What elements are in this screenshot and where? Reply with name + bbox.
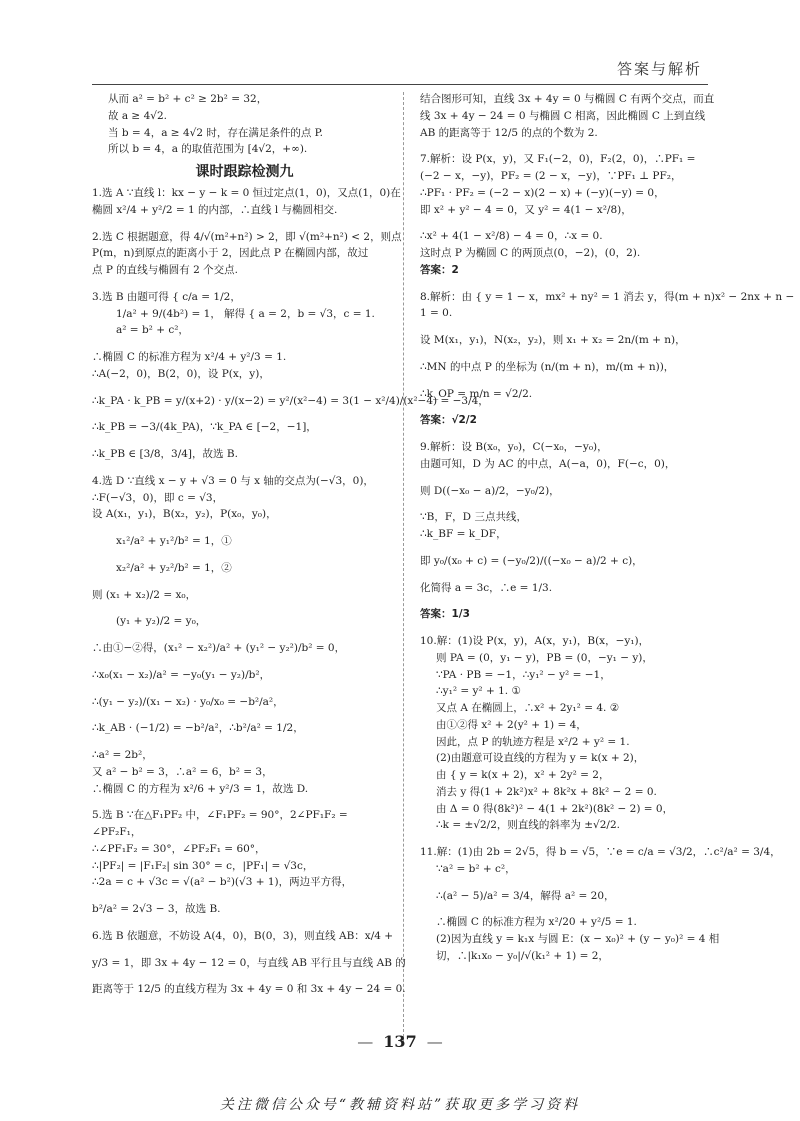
text-line: 结合图形可知，直线 3x + 4y = 0 与椭圆 C 有两个交点，而直 — [420, 93, 715, 105]
question-7 — [420, 152, 725, 278]
text-line: ∴∠PF₁F₂ = 30°，∠PF₂F₁ = 60°， — [92, 842, 266, 855]
text-line: ∴F(−√3，0)，即 c = √3， — [92, 491, 224, 504]
answer-line: 答案：√2/2 — [420, 414, 477, 427]
text-line: 又 a² − b² = 3，∴a² = 6，b² = 3， — [92, 765, 273, 778]
text-line: ∴k_AB · (−1/2) = −b²/a²，∴b²/a² = 1/2， — [92, 722, 304, 735]
question-6-continued — [420, 92, 725, 141]
text-line: ∴x² + 4(1 − x²/8) − 4 = 0，∴x = 0. — [420, 230, 603, 243]
text-line: ∴椭圆 C 的标准方程为 x²/20 + y²/5 = 1. — [436, 916, 637, 929]
text-line: ∵B，F，D 三点共线， — [420, 511, 527, 524]
text-line: 切，∴|k₁x₀ − y₀|/√(k₁² + 1) = 2， — [436, 949, 609, 962]
intro-block — [92, 92, 397, 158]
question-9 — [420, 440, 725, 623]
text-line: 消去 y 得(1 + 2k²)x² + 8k²x + 8k² − 2 = 0. — [436, 785, 657, 798]
text-line: 椭圆 x²/4 + y²/2 = 1 的内部，∴直线 l 与椭圆相交. — [92, 203, 338, 216]
section-title: 课时跟踪检测九 — [195, 164, 294, 180]
text-line: ∴y₁² = y² + 1. ① — [436, 685, 521, 698]
text-line: 6.选 B 依题意，不妨设 A(4，0)，B(0，3)，则直线 AB：x/4 + — [92, 929, 394, 942]
footer-note: 关注微信公众号“教辅资料站”获取更多学习资料 — [219, 1097, 581, 1113]
text-line: ∴(a² − 5)/a² = 3/4，解得 a² = 20， — [436, 889, 615, 902]
question-10 — [420, 634, 725, 834]
text-line: 当 b = 4，a ≥ 4√2 时，存在满足条件的点 P. — [108, 126, 323, 139]
text-line: 则 D((−x₀ − a)/2，−y₀/2)， — [420, 484, 560, 497]
text-line: 5.选 B ∵在△F₁PF₂ 中，∠F₁PF₂ = 90°，2∠PF₁F₂ = — [92, 809, 348, 822]
text-line: 设 M(x₁，y₁)，N(x₂，y₂)，则 x₁ + x₂ = 2n/(m + n)， — [420, 334, 686, 346]
text-line: 4.选 D ∵直线 x − y + √3 = 0 与 x 轴的交点为(−√3，0)， — [92, 474, 374, 487]
text-line: 3.选 B 由题可得 { c/a = 1/2， — [92, 290, 241, 303]
text-line: 故 a ≥ 4√2. — [108, 109, 167, 122]
page-number: — 137 — — [357, 1032, 443, 1051]
text-line: b²/a² = 2√3 − 3，故选 B. — [92, 903, 221, 915]
text-line: ∴A(−2，0)，B(2，0)，设 P(x，y)， — [92, 367, 270, 380]
text-line: x₂²/a² + y₂²/b² = 1，② — [116, 561, 232, 574]
right-column — [420, 92, 795, 966]
text-line: (−2 − x，−y)，PF₂ = (2 − x，−y)，∵PF₁ ⊥ PF₂， — [420, 170, 682, 182]
text-line: 则 (x₁ + x₂)/2 = x₀， — [92, 588, 197, 601]
text-line: 7.解析：设 P(x，y)，又 F₁(−2，0)，F₂(2，0)，∴PF₁ = — [420, 153, 696, 166]
page-number-value: 137 — [383, 1032, 417, 1051]
text-line: 由题可知，D 为 AC 的中点，A(−a，0)，F(−c，0)， — [420, 457, 676, 470]
column-divider — [403, 92, 404, 1042]
text-line: 1/a² + 9/(4b²) = 1， 解得 { a = 2，b = √3，c = 1. — [116, 307, 375, 320]
header-title: 答案与解析 — [616, 60, 702, 78]
text-line: 因此，点 P 的轨迹方程是 x²/2 + y² = 1. — [436, 735, 630, 748]
text-line: ∴由①−②得，(x₁² − x₂²)/a² + (y₁² − y₂²)/b² = 0， — [92, 642, 346, 654]
text-line: ∴a² = 2b²， — [92, 749, 153, 761]
text-line: 由 Δ = 0 得(8k²)² − 4(1 + 2k²)(8k² − 2) = 0， — [436, 802, 674, 815]
text-line: ∴k = ±√2/2，则直线的斜率为 ±√2/2. — [436, 819, 620, 832]
text-line: 所以 b = 4，a 的取值范围为 [4√2，+∞). — [108, 143, 308, 156]
text-line: (y₁ + y₂)/2 = y₀， — [116, 615, 207, 628]
text-line: 1.选 A ∵直线 l：kx − y − k = 0 恒过定点(1，0)，又点(1，0)在 — [92, 187, 401, 199]
text-line: P(m，n)到原点的距离小于 2，因此点 P 在椭圆内部，故过 — [92, 247, 369, 260]
question-5 — [92, 808, 397, 918]
question-4 — [92, 474, 397, 798]
text-line: ∵PA · PB = −1，∴y₁² − y² = −1， — [436, 668, 611, 681]
question-6 — [92, 929, 406, 998]
header-rule — [92, 84, 708, 85]
text-line: ∴(y₁ − y₂)/(x₁ − x₂) · y₀/x₀ = −b²/a²， — [92, 695, 284, 708]
text-line: ∴k_OP = m/n = √2/2. — [420, 387, 533, 400]
question-8 — [420, 290, 795, 430]
text-line: 这时点 P 为椭圆 C 的两顶点(0，−2)，(0，2). — [420, 247, 641, 259]
answer-line: 答案：2 — [420, 263, 459, 276]
text-line: ∴PF₁ · PF₂ = (−2 − x)(2 − x) + (−y)(−y) = 0， — [420, 186, 665, 199]
text-line: 2.选 C 根据题意，得 4/√(m²+n²) > 2，即 √(m²+n²) < 2，则点 — [92, 230, 402, 243]
question-1 — [92, 186, 401, 219]
text-line: 1 = 0. — [420, 307, 453, 320]
text-line: (2)由题意可设直线的方程为 y = k(x + 2)， — [436, 752, 645, 765]
text-line: ∴MN 的中点 P 的坐标为 (n/(m + n)，m/(m + n))， — [420, 360, 675, 373]
text-line: 由①②得 x² + 2(y² + 1) = 4， — [436, 718, 587, 731]
text-line: ∠PF₂F₁， — [92, 826, 142, 838]
text-line: 由 { y = k(x + 2)，x² + 2y² = 2， — [436, 769, 610, 781]
text-line: (2)因为直线 y = k₁x 与圆 E：(x − x₀)² + (y − y₀)² = 4 相 — [436, 933, 720, 945]
text-line: ∴k_PB = −3/(4k_PA)，∵k_PA ∈ [−2，−1]， — [92, 421, 317, 434]
text-line: x₁²/a² + y₁²/b² = 1，① — [116, 535, 232, 547]
question-2 — [92, 230, 402, 279]
text-line: ∴|PF₂| = |F₁F₂| sin 30° = c，|PF₁| = √3c， — [92, 859, 314, 872]
text-line: 即 y₀/(x₀ + c) = (−y₀/2)/((−x₀ − a)/2 + c)， — [420, 554, 643, 567]
text-line: 10.解：(1)设 P(x，y)，A(x，y₁)，B(x，−y₁)， — [420, 635, 650, 647]
text-line: ∴k_BF = k_DF， — [420, 528, 507, 540]
text-line: 即 x² + y² − 4 = 0，又 y² = 4(1 − x²/8)， — [420, 203, 632, 216]
text-line: ∴椭圆 C 的方程为 x²/6 + y²/3 = 1，故选 D. — [92, 782, 309, 795]
text-line: a² = b² + c²， — [116, 324, 189, 337]
text-line: 点 P 的直线与椭圆有 2 个交点. — [92, 264, 238, 276]
text-line: 设 A(x₁，y₁)，B(x₂，y₂)，P(x₀，y₀)， — [92, 508, 277, 521]
text-line: ∵a² = b² + c²， — [436, 862, 516, 875]
text-line: 则 PA = (0，y₁ − y)，PB = (0，−y₁ − y)， — [436, 651, 653, 664]
text-line: 又点 A 在椭圆上，∴x² + 2y₁² = 4. ② — [436, 702, 620, 714]
text-line: 9.解析：设 B(x₀，y₀)，C(−x₀，−y₀)， — [420, 441, 608, 453]
text-line: 从而 a² = b² + c² ≥ 2b² = 32， — [108, 93, 268, 105]
text-line: ∴k_PA · k_PB = y/(x+2) · y/(x−2) = y²/(x²−4) = 3(1 − x²/4)/(x²−4) = −3/4， — [92, 394, 489, 407]
text-line: ∴2a = c + √3c = √(a² − b²)(√3 + 1)，两边平方得， — [92, 876, 353, 889]
text-line: 线 3x + 4y − 24 = 0 与椭圆 C 相离，因此椭圆 C 上到直线 — [420, 109, 706, 122]
text-line: ∴k_PB ∈ [3/8，3/4]，故选 B. — [92, 448, 238, 460]
text-line: AB 的距离等于 12/5 的点的个数为 2. — [420, 126, 598, 139]
text-line: 11.解：(1)由 2b = 2√5，得 b = √5，∵e = c/a = √3/2，∴c²/a² = 3/4， — [420, 846, 781, 858]
text-line: y/3 = 1，即 3x + 4y − 12 = 0，与直线 AB 平行且与直线 AB 的 — [92, 956, 406, 969]
text-line: 8.解析：由 { y = 1 − x，mx² + ny² = 1 消去 y，得(m + n)x² − 2nx + n − — [420, 290, 795, 303]
text-line: ∴椭圆 C 的标准方程为 x²/4 + y²/3 = 1. — [92, 351, 287, 363]
text-line: ∴x₀(x₁ − x₂)/a² = −y₀(y₁ − y₂)/b²， — [92, 668, 271, 681]
text-line: 距离等于 12/5 的直线方程为 3x + 4y = 0 和 3x + 4y − 24 = 0. — [92, 983, 406, 996]
text-line: 化简得 a = 3c，∴e = 1/3. — [420, 581, 553, 594]
question-11 — [420, 845, 781, 965]
answer-line: 答案：1/3 — [420, 608, 470, 621]
